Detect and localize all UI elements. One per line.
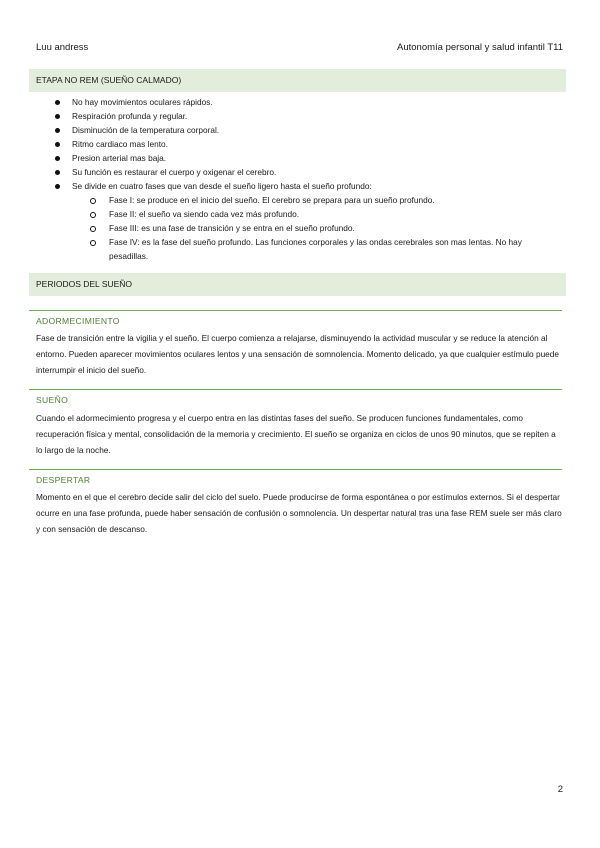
section-divider: [29, 310, 562, 311]
section-text-adormecimiento: Fase de transición entre la vigilia y el sueño. El cuerpo comienza a relajarse, disminuyendo la actividad muscular y se reduce la atención al entorno. Pueden aparecer movimientos oculares lentos y una sensación de somnolencia. Momento delicado, ya que cualquier estímulo puede interrumpir el inicio del sueño.: [36, 333, 560, 375]
phase-item: Fase II: el sueño va siendo cada vez más profundo.: [72, 207, 562, 221]
section-text-sueno: Cuando el adormecimiento progresa y el cuerpo entra en las distintas fases del sueño. Se producen funciones fundamentales, como recuperación física y mental, consolidación de la memoria y crecimiento. El sueño se organiza en ciclos de unos 90 minutos, que se repiten a lo largo de la noche.: [36, 413, 556, 455]
section-title-sueno: SUEÑO: [36, 395, 69, 405]
section-title-adormecimiento: ADORMECIMIENTO: [36, 316, 120, 326]
section-text-despertar: Momento en el que el cerebro decide salir del ciclo del suelo. Puede producirse de forma espontánea o por estímulos externos. Si el despertar ocurre en una fase profunda, puede haber sensación de confusión o somnolencia. Un despertar natural tras una fase REM suele ser más claro y con sensación de descanso.: [36, 492, 562, 534]
page-number: 2: [557, 784, 563, 795]
etapa-no-rem-heading: ETAPA NO REM (SUEÑO CALMADO): [29, 69, 566, 92]
header-author: Luu andress: [36, 42, 89, 53]
section-title-despertar: DESPERTAR: [36, 475, 91, 485]
phase-item: Fase IV: es la fase del sueño profundo. Las funciones corporales y las ondas cerebrales son mas lentas. No hay pesadillas.: [72, 235, 562, 263]
periodos-heading: PERIODOS DEL SUEÑO: [29, 273, 566, 296]
phase-item: Fase III: es una fase de transición y se entra en el sueño profundo.: [72, 221, 562, 235]
section-divider: [29, 469, 562, 470]
list-item: Respiración profunda y regular.: [52, 109, 562, 123]
list-item: Disminución de la temperatura corporal.: [52, 123, 562, 137]
no-rem-list: [52, 95, 562, 263]
phase-item: Fase I: se produce en el inicio del sueño. El cerebro se prepara para un sueño profundo.: [72, 193, 562, 207]
list-item: No hay movimientos oculares rápidos.: [52, 95, 562, 109]
list-item: Su función es restaurar el cuerpo y oxigenar el cerebro.: [52, 165, 562, 179]
header-subject: Autonomía personal y salud infantil T11: [397, 42, 563, 53]
list-item-label: Se divide en cuatro fases que van desde el sueño ligero hasta el sueño profundo:: [72, 181, 372, 191]
list-item: Ritmo cardiaco mas lento.: [52, 137, 562, 151]
phases-list: [72, 193, 562, 263]
list-item: Presion arterial mas baja.: [52, 151, 562, 165]
section-divider: [29, 389, 562, 390]
list-item-phases: [52, 179, 562, 263]
